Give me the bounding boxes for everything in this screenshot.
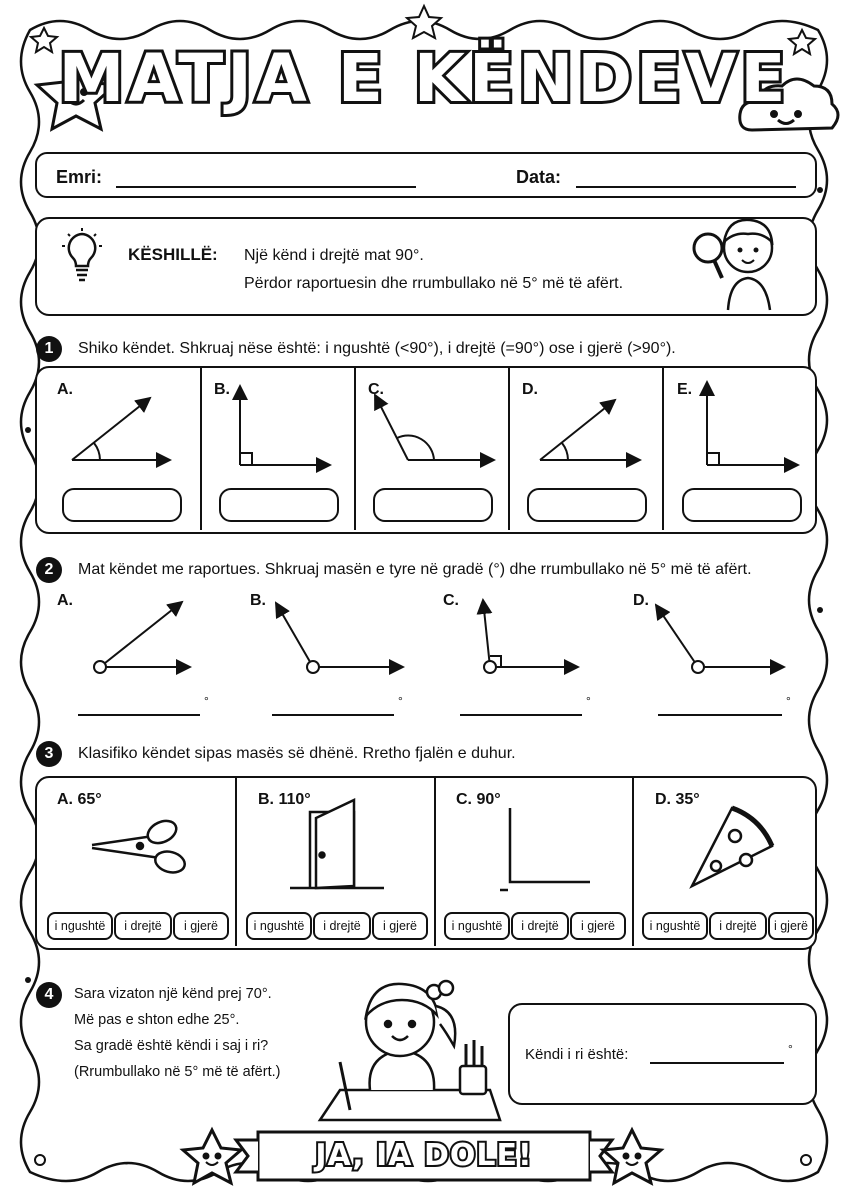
q4-answer-label: Këndi i ri është: xyxy=(525,1046,629,1063)
question-3-number: 3 xyxy=(36,741,62,767)
q3-b-option-acute[interactable]: i ngushtë xyxy=(246,912,312,940)
q2-item-c-letter: C. xyxy=(443,592,459,609)
q1-cell-e-letter: E. xyxy=(677,381,693,398)
q2-item-a-letter: A. xyxy=(57,592,73,609)
q3-b-option-right[interactable]: i drejtë xyxy=(313,912,371,940)
q4-answer-unit: ° xyxy=(788,1042,793,1056)
q3-d-option-acute[interactable]: i ngushtë xyxy=(642,912,708,940)
q3-b-option-obtuse[interactable]: i gjerë xyxy=(372,912,428,940)
q2-unit-d: ° xyxy=(786,694,791,708)
question-2-number: 2 xyxy=(36,557,62,583)
q1-cell-b-letter: B. xyxy=(214,381,230,398)
page-title: MATJA E KËNDEVE xyxy=(58,40,790,117)
question-2-text: Mat këndet me raportues. Shkruaj masën e tyre në gradë (°) dhe rrumbullako në 5° më të afërt. xyxy=(78,561,752,578)
tip-line-2: Përdor raportuesin dhe rrumbullako në 5° më të afërt. xyxy=(244,275,624,292)
q2-unit-a: ° xyxy=(204,694,209,708)
footer-banner-text: JA, IA DOLE! xyxy=(315,1138,533,1173)
question-1-number: 1 xyxy=(36,336,62,362)
question-4-line-3: Sa gradë është këndi i saj i ri? xyxy=(74,1038,269,1054)
tip-line-1: Një kënd i drejtë mat 90°. xyxy=(244,247,424,264)
q3-c-option-obtuse[interactable]: i gjerë xyxy=(570,912,626,940)
q2-unit-b: ° xyxy=(398,694,403,708)
q3-a-option-obtuse[interactable]: i gjerë xyxy=(173,912,229,940)
q2-unit-c: ° xyxy=(586,694,591,708)
q3-c-option-acute[interactable]: i ngushtë xyxy=(444,912,510,940)
question-1-text: Shiko këndet. Shkruaj nëse është: i ngushtë (<90°), i drejtë (=90°) ose i gjerë (>90°). xyxy=(78,340,676,357)
q3-a-option-right[interactable]: i drejtë xyxy=(114,912,172,940)
question-4-line-1: Sara vizaton një kënd prej 70°. xyxy=(74,986,272,1002)
q1-cell-a-letter: A. xyxy=(57,381,73,398)
q2-item-d-letter: D. xyxy=(633,592,649,609)
question-4-number: 4 xyxy=(36,982,62,1008)
q3-cell-b-label: B. 110° xyxy=(258,791,311,808)
q3-c-option-right[interactable]: i drejtë xyxy=(511,912,569,940)
q3-a-option-acute[interactable]: i ngushtë xyxy=(47,912,113,940)
name-label: Emri: xyxy=(56,167,103,187)
q3-d-option-obtuse[interactable]: i gjerë xyxy=(768,912,814,940)
q1-cell-c-letter: C. xyxy=(368,381,384,398)
q3-cell-d-label: D. 35° xyxy=(655,791,700,808)
q3-cell-a-label: A. 65° xyxy=(57,791,102,808)
q3-d-option-right[interactable]: i drejtë xyxy=(709,912,767,940)
question-3-text: Klasifiko këndet sipas masës së dhënë. Rretho fjalën e duhur. xyxy=(78,745,516,762)
date-label: Data: xyxy=(516,167,562,187)
question-4-line-4: (Rrumbullako në 5° më të afërt.) xyxy=(74,1064,281,1080)
q3-cell-c-label: C. 90° xyxy=(456,791,501,808)
question-4-line-2: Më pas e shton edhe 25°. xyxy=(74,1012,240,1028)
q2-item-b-letter: B. xyxy=(250,592,266,609)
q1-cell-d-letter: D. xyxy=(522,381,538,398)
tip-label: KËSHILLË: xyxy=(128,245,218,264)
